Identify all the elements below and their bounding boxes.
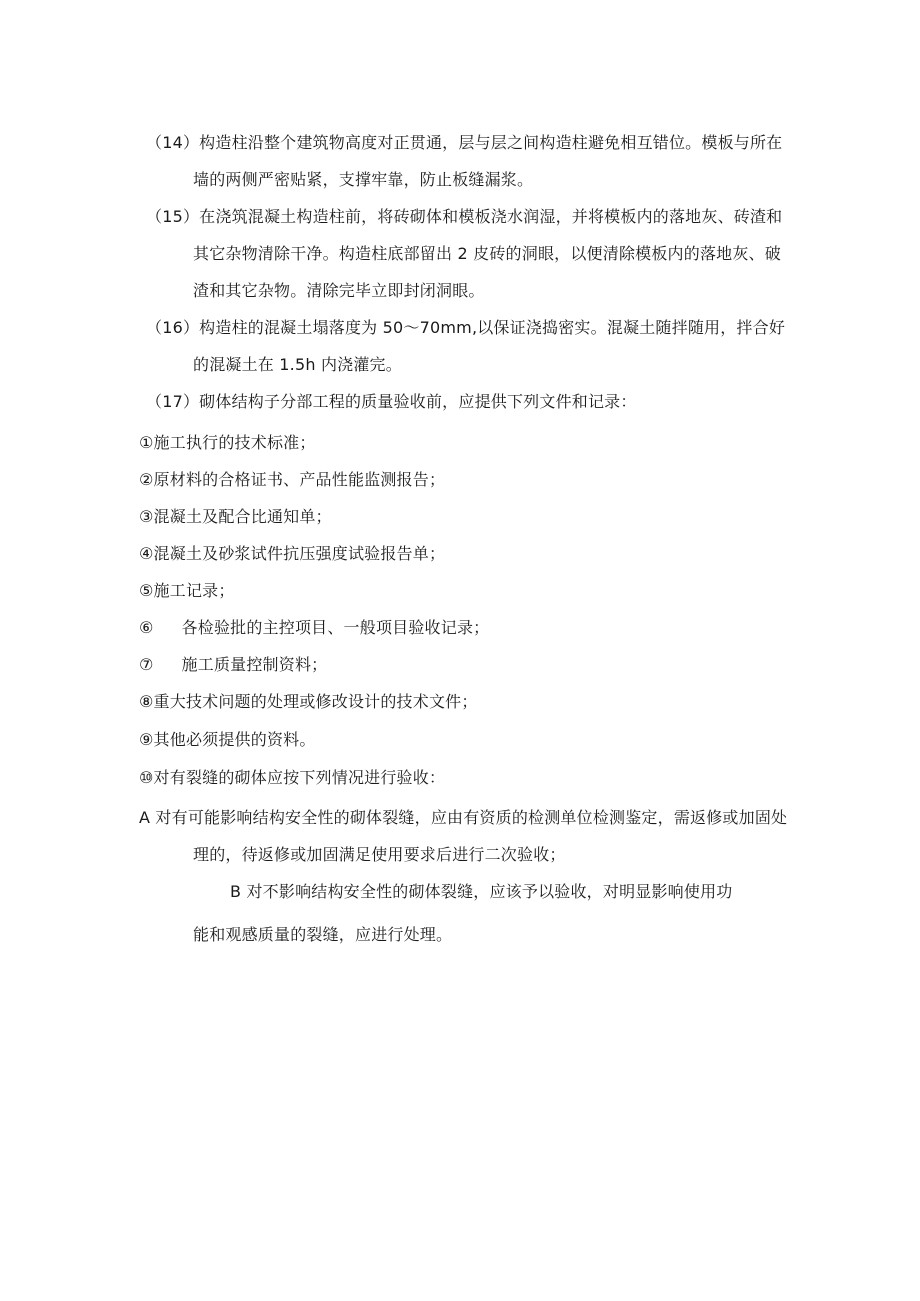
item-15-number: （15） bbox=[146, 207, 200, 226]
list-marker: ⑤ bbox=[139, 581, 154, 600]
clause-a-line-1: A 对有可能影响结构安全性的砌体裂缝，应由有资质的检测单位检测鉴定，需返修或加固处 bbox=[139, 808, 788, 827]
list-item: ⑨其他必须提供的资料。 bbox=[139, 730, 316, 749]
item-17-line-1: （17）砌体结构子分部工程的质量验收前，应提供下列文件和记录： bbox=[146, 392, 637, 411]
item-14-line-2: 墙的两侧严密贴紧，支撑牢靠，防止板缝漏浆。 bbox=[193, 170, 534, 189]
list-marker: ⑧ bbox=[139, 692, 154, 711]
clause-b-line-2: 能和观感质量的裂缝，应进行处理。 bbox=[193, 925, 453, 944]
list-item: ①施工执行的技术标准； bbox=[139, 433, 316, 452]
item-17-number: （17） bbox=[146, 392, 200, 411]
item-15-line-2: 其它杂物清除干净。构造柱底部留出 2 皮砖的洞眼，以便清除模板内的落地灰、破 bbox=[193, 244, 781, 263]
item-15-line-1: （15）在浇筑混凝土构造柱前，将砖砌体和模板浇水润湿，并将模板内的落地灰、砖渣和 bbox=[146, 207, 783, 226]
item-14-line-1: （14）构造柱沿整个建筑物高度对正贯通，层与层之间构造柱避免相互错位。模板与所在 bbox=[146, 133, 783, 152]
list-marker: ⑦ bbox=[139, 655, 154, 674]
list-item: ⑩对有裂缝的砌体应按下列情况进行验收： bbox=[139, 768, 446, 787]
item-14-number: （14） bbox=[146, 133, 200, 152]
list-marker: ① bbox=[139, 433, 154, 452]
list-marker: ⑩ bbox=[139, 768, 154, 787]
list-item: ⑧重大技术问题的处理或修改设计的技术文件； bbox=[139, 692, 478, 711]
list-marker: ④ bbox=[139, 544, 154, 563]
item-15-line-3: 渣和其它杂物。清除完毕立即封闭洞眼。 bbox=[193, 281, 485, 300]
list-item: ⑦ 施工质量控制资料； bbox=[139, 655, 328, 674]
item-16-number: （16） bbox=[146, 318, 200, 337]
list-item: ⑥ 各检验批的主控项目、一般项目验收记录； bbox=[139, 618, 490, 637]
list-marker: ② bbox=[139, 470, 154, 489]
item-16-line-2: 的混凝土在 1.5h 内浇灌完。 bbox=[193, 355, 402, 374]
item-16-line-1: （16）构造柱的混凝土塌落度为 50～70mm,以保证浇捣密实。混凝土随拌随用，拌合好 bbox=[146, 318, 786, 337]
list-item: ④混凝土及砂浆试件抗压强度试验报告单； bbox=[139, 544, 446, 563]
list-marker: ⑥ bbox=[139, 618, 154, 637]
list-item: ②原材料的合格证书、产品性能监测报告； bbox=[139, 470, 446, 489]
list-marker: ⑨ bbox=[139, 730, 154, 749]
clause-a-line-2: 理的，待返修或加固满足使用要求后进行二次验收； bbox=[193, 845, 566, 864]
list-item: ③混凝土及配合比通知单； bbox=[139, 507, 332, 526]
list-marker: ③ bbox=[139, 507, 154, 526]
clause-b-line-1: B 对不影响结构安全性的砌体裂缝，应该予以验收，对明显影响使用功 bbox=[230, 882, 733, 901]
list-item: ⑤施工记录； bbox=[139, 581, 235, 600]
